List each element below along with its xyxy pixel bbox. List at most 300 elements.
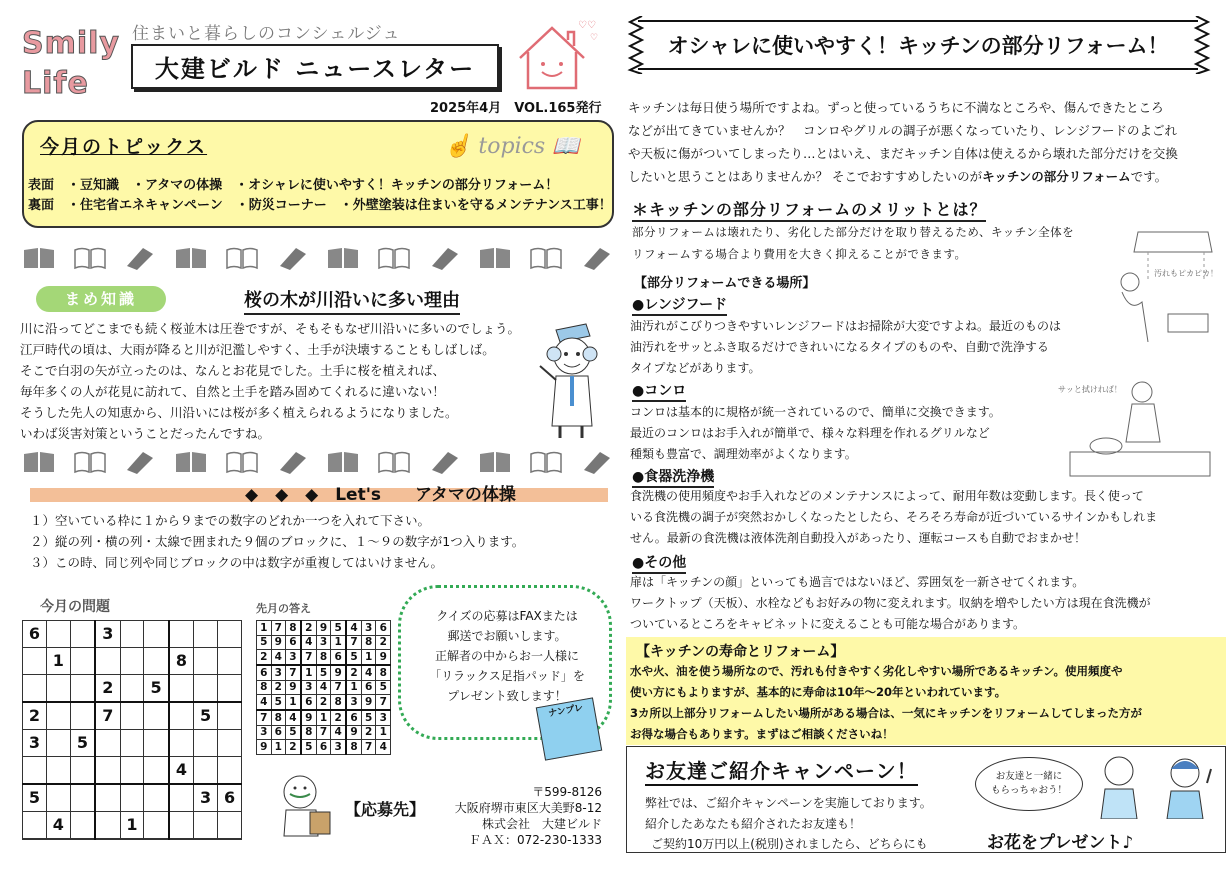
apply-line: 〒599-8126: [532, 785, 602, 799]
grid-cell: [169, 729, 194, 756]
grid-cell: [144, 756, 169, 784]
intro-line-last: [628, 165, 1223, 188]
grid-cell: 8: [361, 635, 376, 650]
speech-line: もらっちゃおう！: [990, 785, 1067, 796]
svg-text:♡♡: ♡♡: [578, 20, 596, 31]
grid-row: [257, 725, 391, 740]
grid-cell: 3: [376, 710, 391, 725]
friend-condition: ご契約10万円以上(税別)されましたら、どちらにも: [651, 837, 928, 851]
friend-line: 弊社では、ご紹介キャンペーンを実施しております。: [645, 796, 932, 810]
book-icon: [326, 246, 360, 270]
grid-cell: 2: [301, 621, 316, 636]
grid-cell: [169, 702, 194, 730]
book-divider-bottom: [22, 450, 614, 476]
grid-cell: [218, 621, 242, 648]
grid-row: [23, 811, 242, 838]
puzzle-rules: [30, 510, 524, 573]
life-line: お得な場合もあります。まずはご相談くださいね！: [630, 727, 894, 741]
professor-illustration: [530, 316, 610, 442]
mascot-illustration: [276, 772, 336, 844]
grid-cell: [120, 702, 144, 730]
book-icon: [123, 246, 157, 270]
item-title-other: ●その他: [632, 552, 686, 574]
open-book-icon: [73, 246, 107, 270]
grid-cell: 8: [301, 725, 316, 740]
open-book-icon: [377, 450, 411, 474]
grid-cell: 9: [376, 650, 391, 665]
merit-line: リフォームする場合より費用を大きく抑えることができます。: [632, 247, 967, 261]
grid-cell: 7: [286, 665, 301, 680]
book-divider-top: [22, 246, 614, 272]
grid-cell: 2: [286, 740, 301, 755]
kitchen-life-box: [626, 637, 1226, 745]
topics-box: [22, 120, 614, 228]
speech-bubble: [975, 757, 1083, 811]
grid-cell: 9: [301, 710, 316, 725]
mame-line: そうした先人の知恵から、川沿いには桜が多く植えられるようになりました。: [20, 405, 458, 420]
item-line: ついているところをキャビネットに変えることも可能な場合があります。: [630, 617, 1026, 631]
merit-body: [632, 221, 1074, 265]
puzzle-book-illustration: [536, 697, 602, 760]
illus-text-2: サッと拭ければ！: [1058, 385, 1122, 394]
grid-cell: 6: [218, 784, 242, 812]
topic-row-front: 表面 ・豆知識 ・アタマの体操 ・オシャレに使いやすく！キッチンの部分リフォーム！: [28, 178, 559, 193]
grid-cell: 9: [346, 725, 361, 740]
grid-row: [257, 740, 391, 755]
item-line: 最近のコンロはお手入れが簡単で、様々な料理を作れるグリルなど: [630, 426, 990, 440]
svg-text:♡: ♡: [590, 33, 599, 43]
puzzle-rule: ３）この時、同じ列や同じブロックの中は数字が重複してはいけません。: [30, 555, 444, 570]
topics-badge: [444, 134, 580, 159]
logo-line1: Smily: [22, 26, 120, 61]
grid-cell: [70, 621, 95, 648]
answer-label: 先月の答え: [256, 602, 311, 615]
item-line: ワークトップ（天板）、水栓などもお好みの物に変えれます。収納を増やしたい方は現在食洗機が: [630, 596, 1151, 610]
grid-row: [23, 621, 242, 648]
grid-cell: 5: [70, 729, 95, 756]
house-smile-icon: [510, 14, 610, 94]
intro-line: したいと思うことはありませんか？ そこでおすすめしたいのが: [628, 169, 983, 184]
grid-cell: 1: [361, 650, 376, 665]
topic-row-back: 裏面 ・住宅省エネキャンペーン ・防災コーナー ・外壁塗装は住まいを守るメンテナンス工事！: [28, 198, 612, 213]
grid-cell: [218, 756, 242, 784]
merit-title: ＊キッチンの部分リフォームのメリットとは？: [632, 197, 986, 222]
grid-row: [257, 650, 391, 665]
grid-cell: 8: [169, 647, 194, 674]
stove-illustration: [1050, 372, 1220, 482]
grid-cell: [70, 838, 95, 839]
mame-title: 桜の木が川沿いに多い理由: [244, 286, 460, 315]
item-body-range-hood: [630, 316, 1061, 379]
grid-cell: 5: [316, 665, 331, 680]
grid-cell: [120, 784, 144, 812]
logo: [22, 24, 120, 104]
grid-cell: [144, 838, 169, 839]
grid-cell: 7: [361, 740, 376, 755]
grid-cell: 6: [301, 695, 316, 710]
grid-cell: 2: [95, 674, 120, 702]
book-icon: [580, 450, 614, 474]
item-line: 種類も豊富で、調理効率がよくなります。: [630, 447, 857, 461]
grid-cell: 3: [271, 665, 286, 680]
grid-cell: [169, 811, 194, 838]
grid-cell: 4: [169, 756, 194, 784]
pointing-hand-icon: ☝: [444, 134, 472, 159]
grid-cell: [169, 784, 194, 812]
grid-row: [257, 695, 391, 710]
grid-cell: 6: [271, 725, 286, 740]
speech-line: お友達と一緒に: [995, 771, 1063, 782]
mame-line: 毎年多くの人が花見に訪れて、自然と土手を踏み固めてくれるに違いない！: [20, 384, 445, 399]
friends-illustration: [1083, 749, 1223, 819]
item-body-other: [630, 572, 1151, 635]
grid-cell: 5: [257, 635, 272, 650]
question-grid: [22, 620, 242, 840]
kitchen-headline-box: [638, 20, 1198, 70]
grid-row: [23, 784, 242, 812]
mame-line: 江戸時代の頃は、大雨が降ると川が氾濫しやすく、土手が決壊することもしばしば。: [20, 342, 495, 357]
book-icon: [22, 246, 56, 270]
grid-cell: 2: [331, 710, 346, 725]
grid-cell: 3: [316, 635, 331, 650]
grid-cell: [218, 838, 242, 839]
item-title-dishwasher: ●食器洗浄機: [632, 466, 714, 488]
grid-cell: [46, 674, 70, 702]
grid-cell: 4: [46, 811, 70, 838]
grid-cell: 8: [316, 650, 331, 665]
grid-cell: 9: [271, 635, 286, 650]
grid-cell: 5: [271, 695, 286, 710]
open-book-icon: 📖: [552, 134, 580, 159]
book-icon: [326, 450, 360, 474]
grid-row: [257, 621, 391, 636]
open-book-icon: [377, 246, 411, 270]
book-icon: [123, 450, 157, 474]
item-line: タイプなどがあります。: [630, 361, 761, 375]
mame-line: いわば災害対策ということだったんですね。: [20, 426, 271, 441]
grid-cell: 9: [286, 680, 301, 695]
kitchen-headline: オシャレに使いやすく！キッチンの部分リフォーム！: [667, 34, 1169, 58]
grid-cell: [194, 811, 218, 838]
grid-cell: 3: [286, 650, 301, 665]
grid-cell: 9: [331, 665, 346, 680]
grid-cell: 5: [331, 621, 346, 636]
life-line: 水や火、油を使う場所なので、汚れも付きやすく劣化しやすい場所であるキッチン。使用頻度や: [630, 664, 1123, 678]
grid-cell: [23, 756, 47, 784]
item-line: せん。最新の食洗機は液体洗剤自動投入があったり、運転コースも自動でおまかせ！: [630, 531, 1087, 545]
grid-cell: [194, 674, 218, 702]
grid-row: [23, 674, 242, 702]
grid-row: [23, 838, 242, 839]
grid-cell: 7: [316, 725, 331, 740]
grid-cell: 1: [316, 710, 331, 725]
grid-cell: 8: [271, 710, 286, 725]
grid-cell: [23, 674, 47, 702]
open-book-icon: [225, 450, 259, 474]
grid-cell: [46, 756, 70, 784]
topics-badge-text: topics: [478, 134, 546, 159]
intro-bold: キッチンの部分リフォーム: [982, 169, 1131, 184]
grid-cell: 7: [301, 650, 316, 665]
item-title-stove: ●コンロ: [632, 380, 686, 402]
right-column: [620, 0, 1231, 869]
question-label: 今月の問題: [40, 599, 110, 615]
grid-cell: 8: [376, 665, 391, 680]
grid-cell: [144, 702, 169, 730]
grid-cell: 1: [376, 725, 391, 740]
grid-cell: 7: [376, 695, 391, 710]
grid-cell: [169, 674, 194, 702]
intro-line: や天板に傷がついてしまったり…とはいえ、まだキッチン自体は使えるから壊れた部分だけを交換: [628, 146, 1178, 161]
grid-cell: 5: [144, 674, 169, 702]
merit-line: 部分リフォームは壊れたり、劣化した部分だけを取り替えるため、キッチン全体を: [632, 225, 1075, 239]
grid-cell: [95, 838, 120, 839]
grid-cell: [194, 729, 218, 756]
grid-cell: [120, 729, 144, 756]
grid-cell: 1: [346, 680, 361, 695]
intro-end: です。: [1130, 169, 1168, 184]
mame-body: [20, 318, 520, 444]
open-book-icon: [225, 246, 259, 270]
quiz-line: 正解者の中からお一人様に: [434, 649, 579, 663]
grid-cell: 1: [331, 635, 346, 650]
grid-cell: 3: [346, 695, 361, 710]
grid-cell: 6: [286, 635, 301, 650]
grid-cell: [46, 729, 70, 756]
friend-title: お友達ご紹介キャンペーン！: [645, 755, 918, 786]
grid-cell: 3: [301, 680, 316, 695]
item-line: 食洗機の使用頻度やお手入れなどのメンテナンスによって、耐用年数は変動します。長く使って: [630, 489, 1144, 503]
grid-cell: 4: [257, 695, 272, 710]
grid-cell: 5: [23, 784, 47, 812]
topics-title: 今月のトピックス: [40, 136, 208, 158]
puzzle-rule: ２）縦の列・横の列・太線で囲まれた９個のブロックに、１～９の数字が1つ入ります。: [30, 534, 525, 549]
grid-cell: 9: [257, 740, 272, 755]
grid-cell: 4: [301, 635, 316, 650]
grid-cell: 3: [95, 621, 120, 648]
grid-cell: [218, 811, 242, 838]
grid-cell: [70, 674, 95, 702]
grid-cell: 3: [331, 740, 346, 755]
grid-row: [23, 647, 242, 674]
grid-cell: [95, 647, 120, 674]
grid-cell: [169, 838, 194, 839]
intro-line: キッチンは毎日使う場所ですよね。ずっと使っているうちに不満なところや、傷んできたところ: [628, 100, 1164, 115]
quiz-line: プレゼント致します！: [447, 689, 567, 703]
quiz-text: [417, 606, 597, 706]
grid-row: [257, 665, 391, 680]
grid-cell: 8: [257, 680, 272, 695]
item-line: コンロは基本的に規格が統一されているので、簡単に交換できます。: [630, 405, 1001, 419]
book-icon: [428, 450, 462, 474]
grid-cell: 2: [376, 635, 391, 650]
grid-cell: 1: [271, 740, 286, 755]
grid-row: [23, 756, 242, 784]
grid-cell: [218, 729, 242, 756]
grid-cell: [95, 811, 120, 838]
grid-cell: 4: [271, 650, 286, 665]
grid-cell: [95, 784, 120, 812]
newsletter-title: 大建ビルド ニュースレター: [154, 55, 476, 83]
open-book-icon: [529, 450, 563, 474]
grid-cell: 2: [271, 680, 286, 695]
grid-cell: [218, 647, 242, 674]
grid-cell: 4: [346, 621, 361, 636]
grid-cell: 6: [376, 621, 391, 636]
grid-cell: 2: [346, 665, 361, 680]
grid-cell: 3: [361, 621, 376, 636]
book-icon: [580, 246, 614, 270]
grid-row: [257, 680, 391, 695]
grid-cell: 2: [316, 695, 331, 710]
grid-cell: [46, 702, 70, 730]
intro-line: などが出てきていませんか？ コンロやグリルの調子が悪くなっていたり、レンジフードのよごれ: [628, 123, 1178, 138]
apply-address: [440, 784, 602, 848]
grid-cell: 5: [194, 702, 218, 730]
puzzle-rule: １）空いている枠に１から９までの数字のどれか一つを入れて下さい。: [30, 513, 431, 528]
grid-cell: 7: [346, 635, 361, 650]
book-icon: [22, 450, 56, 474]
grid-cell: 9: [316, 621, 331, 636]
quiz-line: クイズの応募はFAXまたは: [436, 609, 578, 623]
apply-line: 株式会社 大建ビルド: [481, 817, 602, 831]
grid-cell: 4: [331, 725, 346, 740]
item-line: 扉は「キッチンの顔」といっても過言ではないほど、雰囲気を一新させてくれます。: [630, 575, 1085, 589]
grid-cell: 5: [301, 740, 316, 755]
grid-cell: 8: [346, 740, 361, 755]
book-icon: [276, 246, 310, 270]
life-line: 3カ所以上部分リフォームしたい場所がある場合は、一気にキッチンをリフォームしてしまった方が: [630, 706, 1143, 720]
friend-gift: お花をプレゼント♪: [987, 833, 1134, 853]
grid-cell: 8: [286, 621, 301, 636]
grid-cell: 5: [361, 710, 376, 725]
grid-cell: 1: [46, 647, 70, 674]
grid-cell: [70, 811, 95, 838]
newsletter-title-box: [131, 44, 499, 89]
friend-body: [645, 793, 932, 835]
grid-cell: 4: [376, 740, 391, 755]
book-icon: [276, 450, 310, 474]
grid-cell: [218, 702, 242, 730]
grid-cell: [144, 647, 169, 674]
item-line: 油汚れをサッとふき取るだけできれいになるタイプのものや、自動で洗浄する: [630, 340, 1049, 354]
grid-cell: [70, 702, 95, 730]
item-title-range-hood: ●レンジフード: [632, 294, 727, 316]
grid-cell: [70, 756, 95, 784]
grid-cell: 6: [361, 680, 376, 695]
grid-cell: [95, 756, 120, 784]
grid-cell: [120, 674, 144, 702]
range-hood-illustration: [1108, 222, 1218, 342]
grid-cell: 5: [286, 725, 301, 740]
apply-line: 大阪府堺市東区大美野8-12: [454, 801, 602, 815]
grid-cell: [144, 784, 169, 812]
puzzle-book-label: ナンプレ: [547, 703, 585, 720]
grid-cell: 7: [331, 680, 346, 695]
illus-text-1: 汚れもピカピカ！: [1154, 269, 1218, 278]
grid-cell: [120, 756, 144, 784]
item-line: いる食洗機の調子が突然おかしくなったとしたら、そろそろ寿命が近づいているサインかもしれま: [630, 510, 1158, 524]
open-book-icon: [73, 450, 107, 474]
kitchen-intro: [628, 96, 1223, 188]
grid-cell: 4: [286, 710, 301, 725]
book-icon: [478, 450, 512, 474]
grid-cell: 5: [376, 680, 391, 695]
grid-cell: [144, 621, 169, 648]
grid-cell: 1: [257, 621, 272, 636]
book-icon: [478, 246, 512, 270]
grid-row: [257, 710, 391, 725]
item-body-stove: [630, 402, 1001, 465]
grid-cell: 6: [346, 710, 361, 725]
open-book-icon: [529, 246, 563, 270]
grid-row: [23, 702, 242, 730]
grid-cell: 3: [194, 784, 218, 812]
grid-cell: 1: [301, 665, 316, 680]
life-line: 使い方にもよりますが、基本的に寿命は10年～20年といわれています。: [630, 685, 1007, 699]
grid-cell: [120, 647, 144, 674]
book-icon: [174, 246, 208, 270]
apply-line: ＦＡＸ：072-230-1333: [468, 833, 602, 847]
grid-row: [23, 729, 242, 756]
grid-cell: 6: [331, 650, 346, 665]
grid-cell: [23, 811, 47, 838]
grid-cell: 3: [257, 725, 272, 740]
grid-cell: 3: [23, 729, 47, 756]
quiz-line: 郵送でお願いします。: [447, 629, 567, 643]
grid-cell: [120, 838, 144, 839]
grid-cell: [218, 674, 242, 702]
zigzag-right: [1192, 16, 1212, 74]
grid-cell: [46, 784, 70, 812]
grid-cell: [46, 838, 70, 839]
mame-line: 川に沿ってどこまでも続く桜並木は圧巻ですが、そもそもなぜ川沿いに多いのでしょう。: [20, 321, 521, 336]
grid-cell: 1: [286, 695, 301, 710]
grid-cell: [144, 729, 169, 756]
logo-line2: Life: [22, 66, 89, 101]
book-icon: [174, 450, 208, 474]
grid-cell: [194, 647, 218, 674]
grid-cell: 2: [361, 725, 376, 740]
grid-cell: 9: [361, 695, 376, 710]
grid-cell: 2: [23, 702, 47, 730]
life-title: 【キッチンの寿命とリフォーム】: [636, 644, 845, 660]
grid-cell: [70, 647, 95, 674]
quiz-line: 「リラックス足指パッド」を: [429, 669, 585, 683]
grid-cell: [194, 756, 218, 784]
puzzle-title: ◆ ◆ ◆ Let's アタマの体操: [245, 485, 516, 505]
grid-cell: 8: [331, 695, 346, 710]
grid-cell: 1: [120, 811, 144, 838]
grid-cell: [95, 729, 120, 756]
grid-cell: 6: [257, 665, 272, 680]
grid-cell: 2: [257, 650, 272, 665]
grid-cell: [46, 621, 70, 648]
item-line: 油汚れがこびりつきやすいレンジフードはお掃除が大変ですよね。最近のものは: [630, 319, 1062, 333]
issue-info: 2025年4月 VOL.165発行: [430, 101, 602, 116]
grid-row: [257, 635, 391, 650]
grid-cell: 4: [361, 665, 376, 680]
grid-cell: 7: [95, 702, 120, 730]
book-icon: [428, 246, 462, 270]
answer-grid: [256, 620, 391, 755]
grid-cell: [194, 838, 218, 839]
grid-cell: [23, 647, 47, 674]
grid-cell: 6: [23, 621, 47, 648]
grid-cell: 6: [316, 740, 331, 755]
item-body-dishwasher: [630, 486, 1157, 549]
places-title: 【部分リフォームできる場所】: [634, 276, 816, 291]
